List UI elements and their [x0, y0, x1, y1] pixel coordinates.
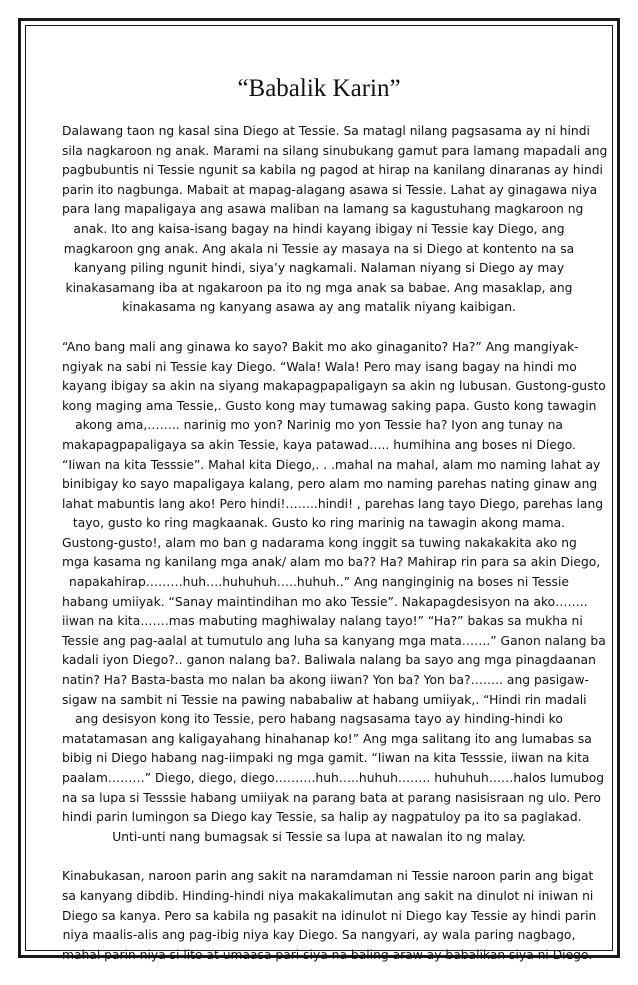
text-line: napakahirap………huh….huhuhuh…..huhuh..” Ang nanginginig na boses ni Tessie — [69, 575, 569, 590]
text-line: kong maging ama Tessie,. Gusto kong may tumawag saking papa. Gusto kong tawagin — [62, 398, 597, 413]
paragraph — [62, 338, 606, 847]
text-line: “Ano bang mali ang ginawa ko sayo? Bakit mo ako ginaganito? Ha?” Ang mangiyak- — [62, 339, 579, 354]
text-line: habang umiiyak. “Sanay maintindihan mo ako Tessie”. Nakapagdesisyon na ako…….. — [62, 594, 588, 609]
text-line: magkaroon gng anak. Ang akala ni Tessie ay masaya na si Diego at kontento na sa — [63, 241, 575, 256]
text-line: tayo, gusto ko ring magkaanak. Gusto ko ring marinig na tawagin akong mama. — [72, 516, 566, 531]
text-line: niya maalis-alis ang pag-ibig niya kay Diego. Sa nangyari, ay wala paring nagbago, — [62, 928, 576, 943]
text-line: Dalawang taon ng kasal sina Diego at Tessie. Sa matagl nilang pagsasama ay ni hindi — [62, 124, 590, 138]
text-line: binibigay ko sayo mapaligaya kalang, pero alam mo naming parehas nating ginaw ang — [62, 477, 598, 492]
text-line: akong ama,…….. narinig mo yon? Narinig mo yon Tessie ha? Iyon ang tunay na — [75, 418, 563, 433]
text-line: kinakasamang iba at ngakaroon pa ito ng mga anak sa babae. Ang masaklap, ang — [65, 280, 573, 295]
text-line: hindi parin lumingon sa Diego kay Tessie, sa halip ay nagpatuloy pa ito sa paglakad. — [62, 810, 582, 825]
text-line: Kinabukasan, naroon parin ang sakit na naramdaman ni Tessie naroon parin ang bigat — [62, 869, 594, 884]
text-line: Tessie ang pag-aalal at tumutulo ang luha sa kanyang mga mata…….” Ganon nalang ba — [62, 633, 606, 648]
document-body — [62, 72, 608, 985]
text-line: Diego sa kanya. Pero sa kabila ng pasakit na idinulot ni Diego kay Tessie ay hindi parin — [62, 908, 597, 923]
text-line: mga kasama ng kanilang mga anak/ alam mo ba?? Ha? Mahirap rin para sa akin Diego, — [62, 555, 601, 570]
text-line: bibig ni Diego habang nag-iimpaki ng mga gamit. “Iiwan na kita Tesssie, iiwan na kita — [62, 751, 590, 766]
text-line: kinakasama ng kanyang asawa ay ang matalik niyang kaibigan. — [122, 300, 516, 315]
story-paragraphs — [62, 122, 608, 965]
story-title: “Babalik Karin” — [237, 75, 401, 102]
text-line: ngiyak na sabi ni Tessie kay Diego. “Wala! Wala! Pero may isang bagay na hindi mo — [62, 359, 577, 374]
text-line: sigaw na sambit ni Tessie na pawing nababaliw at habang umiiyak,. “Hindi rin madali — [62, 692, 587, 707]
paragraph — [62, 867, 597, 965]
text-line: mahal parin niya si lito at umaasa pari siya na baling araw ay babalikan siya ni Diego. — [62, 947, 593, 962]
text-line: paalam………” Diego, diego, diego……….huh…..huhuh…….. huhuhuh……halos lumubog — [62, 771, 605, 785]
text-line: ang desisyon kong ito Tessie, pero habang nagsasama tayo ay hinding-hindi ko — [75, 712, 563, 727]
text-line: para lang mapaligaya ang asawa maliban na lamang sa kagustuhang magkaroon ng — [62, 202, 584, 217]
text-line: kanyang piling ngunit hindi, siya’y nagkamali. Nalaman niyang si Diego ay may — [73, 261, 565, 276]
text-line: iiwan na kita…….mas mabuting maghiwalay nalang tayo!” “Ha?” bakas sa mukha ni — [62, 614, 583, 629]
text-line: pagbubuntis ni Tessie ngunit sa kabila ng pagod at hirap na kanilang dinaranas ay hindi — [62, 163, 603, 178]
text-line: makapagpapaligaya sa akin Tessie, kaya patawad….. humihina ang boses ni Diego. — [62, 437, 576, 452]
text-line: na sa lupa si Tesssie habang umiiyak na parang bata at parang nasisisraan ng ulo. Pero — [62, 790, 601, 805]
paragraph — [62, 122, 608, 318]
text-line: matatamasan ang kaligayahang hinahanap ko!” Ang mga salitang ito ang lumabas sa — [62, 731, 592, 746]
text-line: sa kanyang dibdib. Hinding-hindi niya makakalimutan ang sakit na dinulot ni iniwan ni — [62, 888, 594, 903]
text-line: kayang ibigay sa akin na siyang makapagpapaligayn sa akin ng lubusan. Gustong-gusto — [62, 379, 606, 394]
text-line: Gustong-gusto!, alam mo ban g nadarama kong inggit sa tuwing nakakakita ako ng — [62, 535, 577, 550]
text-line: natin? Ha? Basta-basta mo nalan ba akong iiwan? Yon ba? Yon ba?…….. ang pasigaw- — [62, 673, 589, 688]
text-line: sila nagkaroon ng anak. Marami na silang sinubukang gamut para lamang mapadali ang — [62, 143, 608, 158]
text-line: anak. Ito ang kaisa-isang bagay na hindi kayang ibigay ni Tessie kay Diego, ang — [73, 221, 565, 236]
text-line: kadali iyon Diego?.. ganon nalang ba?. Baliwala nalang ba sayo ang mga pinagdaanan — [62, 653, 596, 668]
text-line: parin ito nagbunga. Mabait at mapag-alagang asawa si Tessie. Lahat ay ginagawa niya — [62, 182, 598, 197]
text-line: Unti-unti nang bumagsak si Tessie sa lupa at nawalan ito ng malay. — [112, 829, 526, 844]
text-line: “Iiwan na kita Tesssie”. Mahal kita Diego,. . .mahal na mahal, alam mo naming lahat ay — [62, 457, 601, 472]
text-line: lahat mabuntis lang ako! Pero hindi!……..hindi! , parehas lang tayo Diego, parehas lang — [62, 496, 604, 511]
